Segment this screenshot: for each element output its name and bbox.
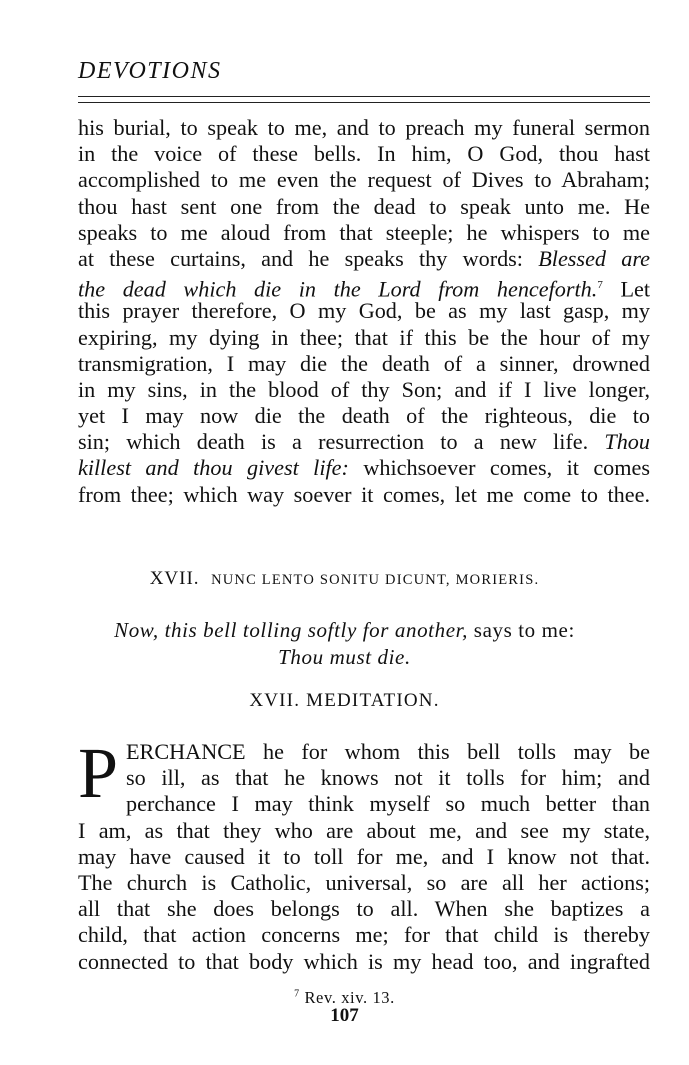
paragraph-continued <box>78 115 650 508</box>
text-line <box>78 429 650 455</box>
text-line <box>78 272 651 302</box>
text-line: connected to that body which is my head too, and ingrafted <box>78 948 650 974</box>
text-line: so ill, as that he knows not it tolls for him; and <box>126 765 650 791</box>
italic-quote: Thou <box>604 429 650 455</box>
text-line: accomplished to me even the request of Dives to Abraham; <box>78 167 650 193</box>
drop-cap: P <box>78 733 119 813</box>
text-line: from thee; which way soever it comes, let me come to thee. <box>78 481 650 507</box>
text-line: this prayer therefore, O my God, be as my last gasp, my <box>78 298 650 324</box>
meditation-paragraph <box>78 733 650 975</box>
text-line <box>78 246 650 272</box>
motto-line-2: Thou must die. <box>278 645 411 669</box>
header-rule-top <box>78 96 650 97</box>
footnote-reference: 7 <box>597 279 603 292</box>
text-segment: Let <box>620 276 651 302</box>
italic-quote: killest and thou givest life: <box>78 455 349 481</box>
meditation-title: XVII. MEDITATION. <box>249 690 440 711</box>
text-line: speaks to me aloud from that steeple; he whispers to me <box>78 219 650 245</box>
section-motto <box>0 617 689 671</box>
text-line: The church is Catholic, universal, so are all her actions; <box>78 869 650 895</box>
text-line: his burial, to speak to me, and to preach my funeral sermon <box>78 115 650 140</box>
text-segment: at these curtains, and he speaks thy words: <box>78 245 523 271</box>
motto-line <box>0 617 689 644</box>
section-heading <box>0 568 689 590</box>
text-line: thou hast sent one from the dead to speak unto me. He <box>78 193 650 219</box>
text-line: I am, as that they who are about me, and see my state, <box>78 817 650 843</box>
text-line <box>78 455 650 481</box>
running-head: DEVOTIONS <box>78 58 222 84</box>
section-numeral: XVII. <box>149 568 200 589</box>
footnote-text: Rev. xiv. 13. <box>304 988 395 1007</box>
text-line: yet I may now die the death of the righteous, die to <box>78 403 650 429</box>
text-line: in my sins, in the blood of thy Son; and if I live longer, <box>78 376 650 402</box>
text-line: perchance I may think myself so much better than <box>126 791 650 817</box>
italic-quote: Blessed are <box>538 245 651 271</box>
text-line: child, that action concerns me; for that child is thereby <box>78 922 650 948</box>
text-line: all that she does belongs to all. When she baptizes a <box>78 896 650 922</box>
text-segment: whichsoever comes, it comes <box>363 455 651 481</box>
footnote-marker: 7 <box>294 988 300 1000</box>
text-line: may have caused it to toll for me, and I know not that. <box>78 843 650 869</box>
latin-title: NUNC LENTO SONITU DICUNT, MORIERIS. <box>211 572 540 588</box>
text-segment: sin; which death is a resurrection to a new life. <box>78 429 589 455</box>
text-line: ERCHANCE he for whom this bell tolls may be <box>126 739 650 764</box>
motto-end: says to me: <box>473 618 575 642</box>
motto-now: Now, <box>114 618 159 642</box>
page-number: 107 <box>330 1005 359 1026</box>
italic-quote: the dead which die in the Lord from henceforth. <box>78 276 598 302</box>
header-rule-bottom <box>78 102 650 103</box>
text-line: in the voice of these bells. In him, O God, thou hast <box>78 141 650 167</box>
text-line: transmigration, I may die the death of a sinner, drowned <box>78 350 650 376</box>
motto-middle: this bell tolling softly for another, <box>164 618 468 642</box>
text-line: expiring, my dying in thee; that if this be the hour of my <box>78 324 650 350</box>
